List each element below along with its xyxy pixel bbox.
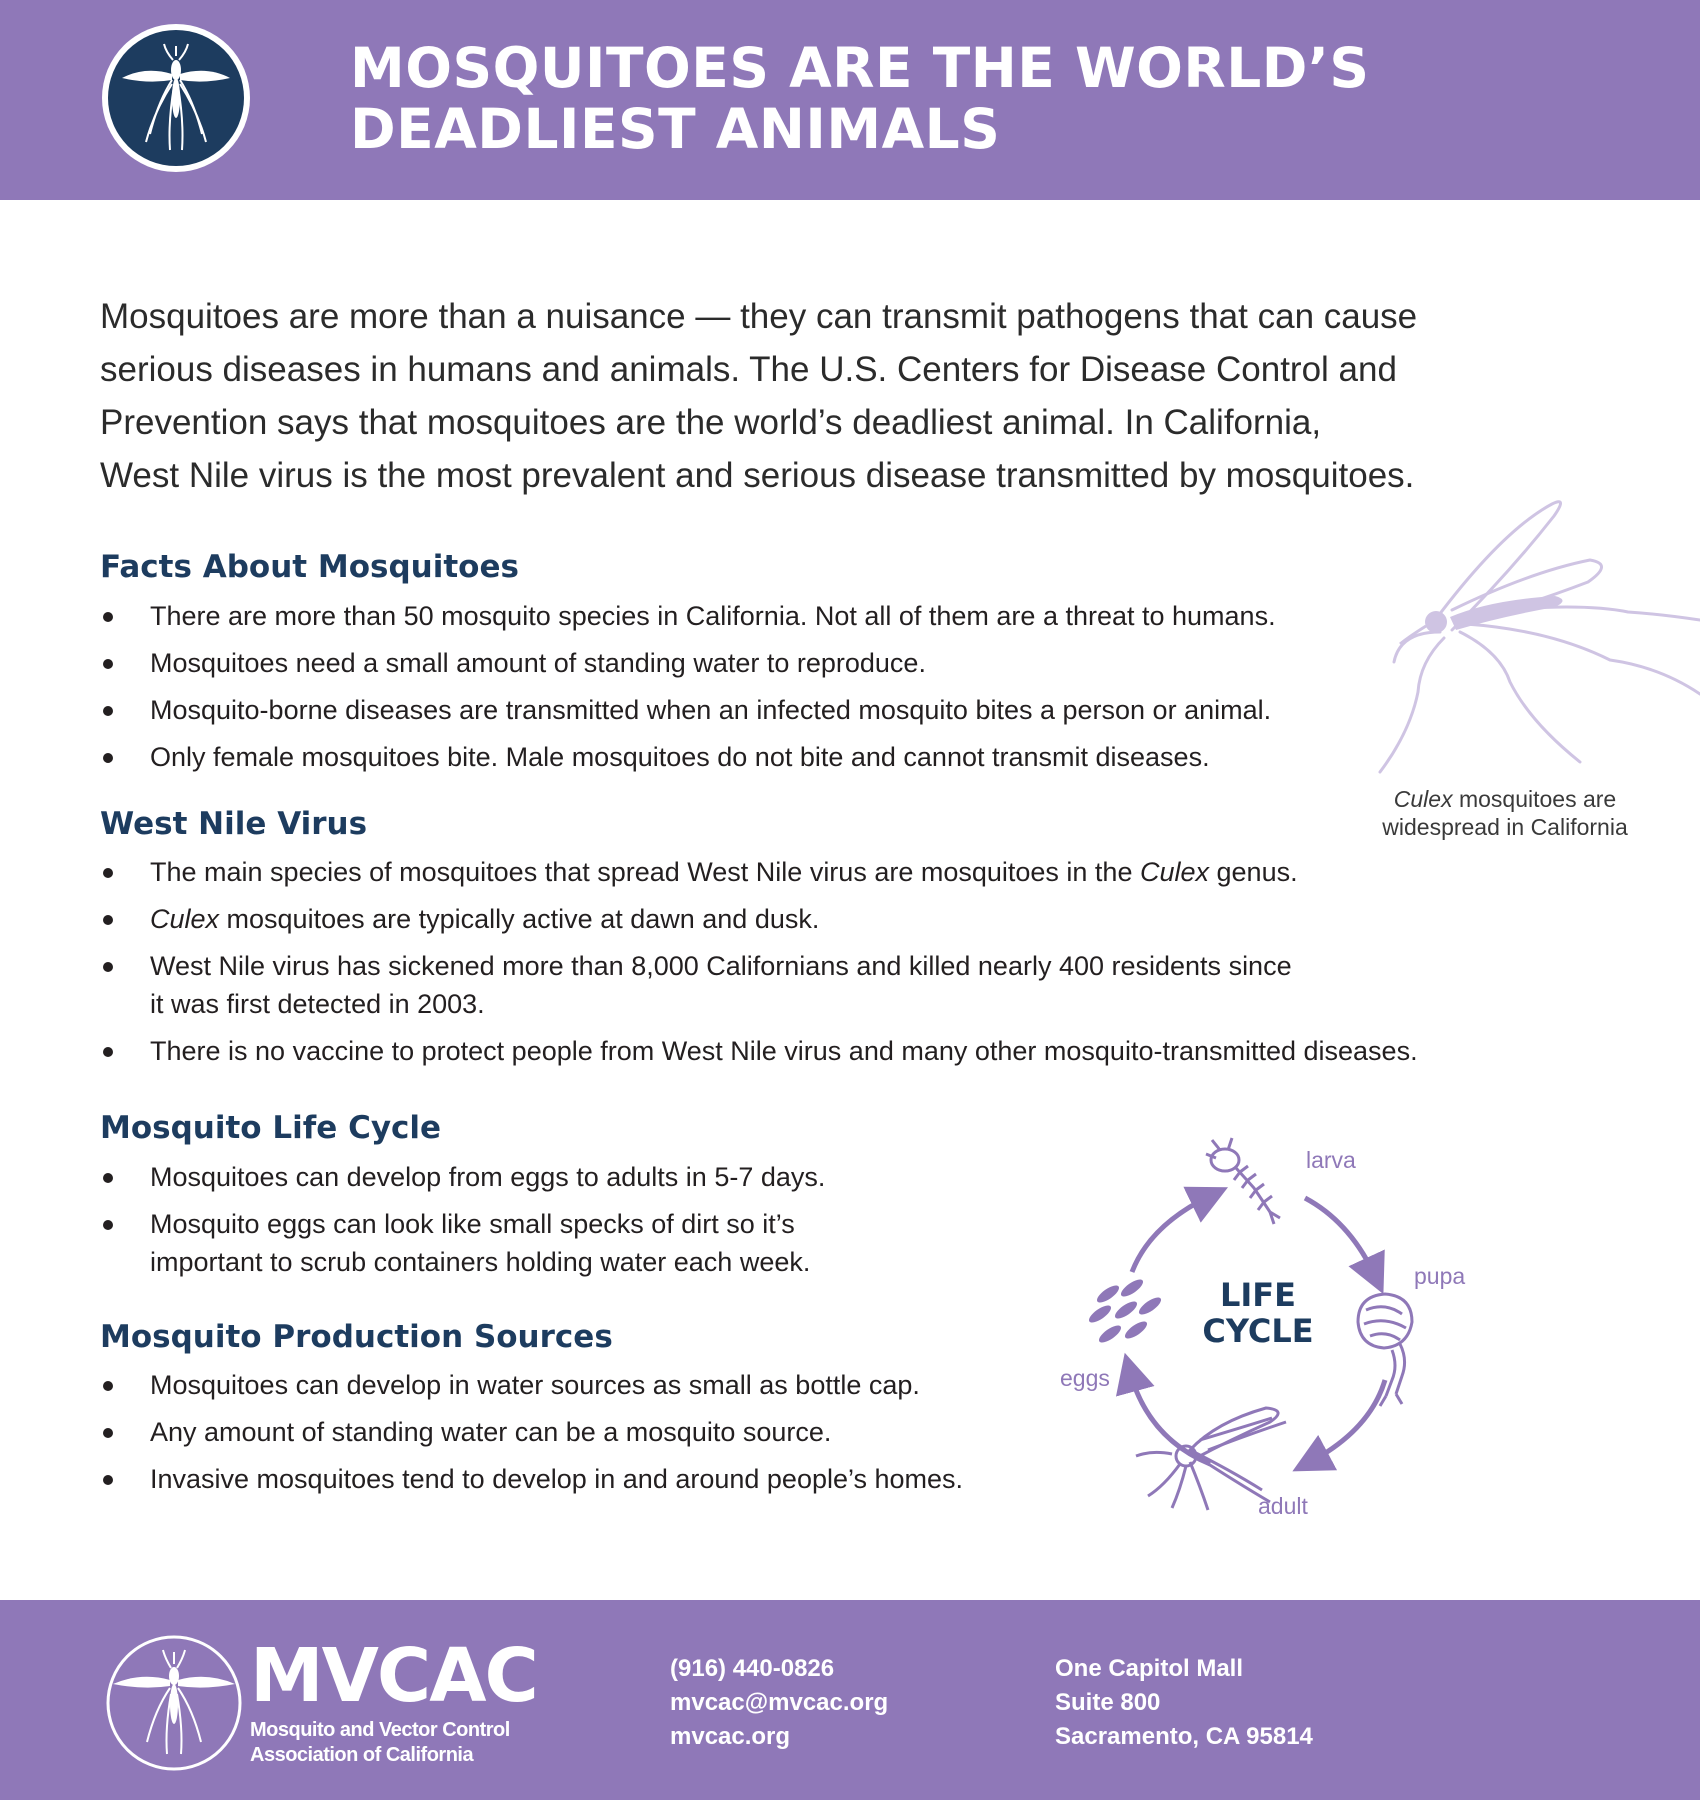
life-cycle-heading: Mosquito Life Cycle [100,1110,442,1146]
list-item: There is no vaccine to protect people from West Nile virus and many other mosquito-transmitted diseases. [100,1032,1600,1070]
header-banner [0,0,1700,200]
west-nile-heading: West Nile Virus [100,806,368,842]
org-abbreviation: MVCAC [250,1633,537,1719]
list-item: Mosquitoes can develop in water sources as small as bottle cap. [100,1366,1100,1404]
intro-line: serious diseases in humans and animals. The U.S. Centers for Disease Control and [100,350,1397,389]
list-item: Only female mosquitoes bite. Male mosquitoes do not bite and cannot transmit diseases. [100,738,1400,776]
org-full-name-line1: Mosquito and Vector Control [250,1719,510,1741]
culex-caption-text: mosquitoes are [1452,786,1617,812]
production-list [100,1366,1100,1507]
production-heading: Mosquito Production Sources [100,1319,613,1355]
arrow-larva-to-pupa [1305,1198,1375,1276]
email-link[interactable]: mvcac@mvcac.org [670,1689,889,1716]
larva-icon [1206,1138,1280,1224]
genus-name: Culex [150,904,220,934]
page-title-line1: MOSQUITOES ARE THE WORLD’S [350,36,1370,100]
list-item-text: West Nile virus has sickened more than 8,000 Californians and killed nearly 400 residents since [150,951,1292,981]
genus-name: Culex [1139,857,1210,887]
larva-label: larva [1306,1147,1356,1173]
list-item: Any amount of standing water can be a mosquito source. [100,1413,1100,1451]
west-nile-list [100,853,1600,1079]
pupa-icon [1358,1294,1412,1406]
intro-line: Prevention says that mosquitoes are the world’s deadliest animal. In California, [100,403,1322,442]
facts-list [100,597,1400,785]
life-cycle-title-line1: LIFE [1219,1276,1297,1314]
list-item [100,900,1600,938]
list-item: Mosquitoes need a small amount of standing water to reproduce. [100,644,1400,682]
mvcac-logo-icon [95,1632,253,1774]
list-item-text: genus. [1209,857,1298,887]
list-item: Mosquito-borne diseases are transmitted when an infected mosquito bites a person or animal. [100,691,1400,729]
mosquito-emblem-icon [100,22,252,174]
list-item: Invasive mosquitoes tend to develop in and around people’s homes. [100,1460,1100,1498]
arrow-adult-to-eggs [1130,1372,1210,1464]
adult-label: adult [1258,1493,1308,1519]
page-title [350,38,1650,160]
org-full-name [250,1718,537,1768]
list-item-text: mosquitoes are typically active at dawn and dusk. [219,904,820,934]
intro-line: Mosquitoes are more than a nuisance — they can transmit pathogens that can cause [100,297,1418,336]
culex-caption [1355,785,1655,841]
address-block [1055,1652,1313,1754]
arrow-pupa-to-adult [1310,1380,1385,1462]
list-item-text: Mosquito eggs can look like small specks of dirt so it’s [150,1209,795,1239]
address-line: Suite 800 [1055,1689,1161,1716]
eggs-label: eggs [1060,1365,1110,1391]
phone-number[interactable]: (916) 440-0826 [670,1655,835,1682]
intro-line: West Nile virus is the most prevalent and serious disease transmitted by mosquitoes. [100,456,1415,495]
culex-caption-genus: Culex [1393,786,1453,812]
arrow-eggs-to-larva [1132,1196,1210,1272]
page-title-line2: DEADLIEST ANIMALS [350,97,1001,161]
culex-mosquito-illustration [1360,492,1700,782]
org-full-name-line2: Association of California [250,1744,474,1766]
pupa-label: pupa [1414,1263,1466,1289]
culex-caption-line2: widespread in California [1382,814,1628,840]
life-cycle-list [100,1158,1000,1290]
list-item [100,947,1600,1023]
address-line: Sacramento, CA 95814 [1055,1723,1313,1750]
contact-block [670,1652,888,1754]
life-cycle-title-line2: CYCLE [1202,1312,1314,1350]
list-item [100,853,1600,891]
list-item: Mosquitoes can develop from eggs to adults in 5-7 days. [100,1158,1000,1196]
website-link[interactable]: mvcac.org [670,1723,791,1750]
footer-banner [0,1600,1700,1800]
list-item-text: The main species of mosquitoes that spread West Nile virus are mosquitoes in the [150,857,1140,887]
list-item [100,1205,1000,1281]
list-item-text: important to scrub containers holding water each week. [150,1247,811,1277]
list-item: There are more than 50 mosquito species in California. Not all of them are a threat to humans. [100,597,1400,635]
facts-heading: Facts About Mosquitoes [100,549,519,585]
list-item-text: it was first detected in 2003. [150,989,485,1019]
intro-paragraph [100,290,1550,502]
org-name-block [250,1633,537,1768]
eggs-icon [1086,1276,1163,1345]
life-cycle-diagram [1040,1110,1490,1530]
address-line: One Capitol Mall [1055,1655,1244,1682]
